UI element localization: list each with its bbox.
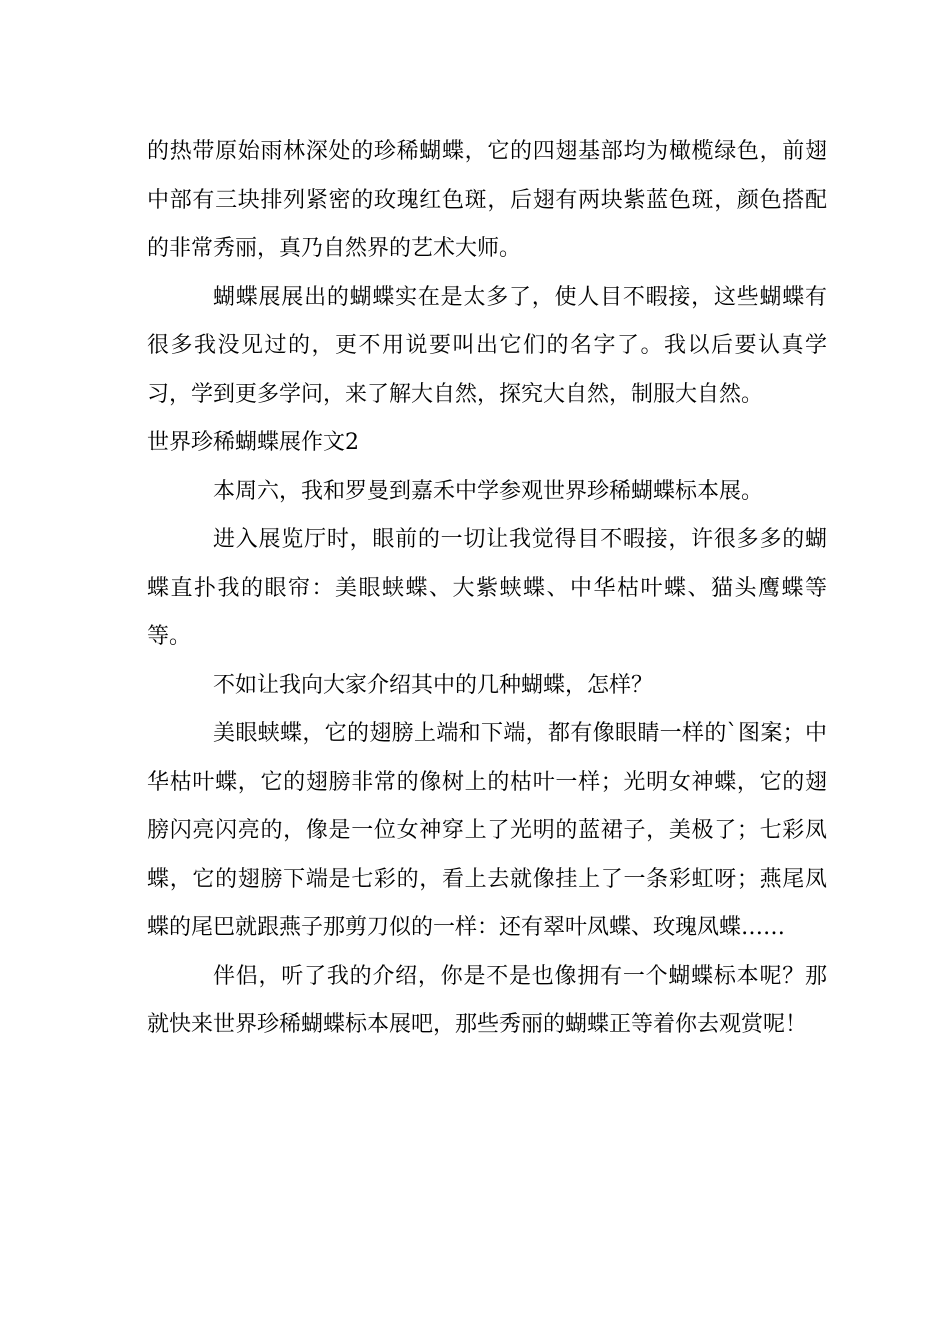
paragraph: 不如让我向大家介绍其中的几种蝴蝶，怎样？ — [213, 672, 654, 698]
document-body — [147, 128, 827, 1050]
paragraph: 美眼蛱蝶，它的翅膀上端和下端，都有像眼睛一样的`图案；中华枯叶蝶，它的翅膀非常的像树上的枯叶一样；光明女神蝶，它的翅膀闪亮闪亮的，像是一位女神穿上了光明的蓝裙子，美极了；七彩凤蝶，它的翅膀下端是七彩的，看上去就像挂上了一条彩虹呀；燕尾凤蝶的尾巴就跟燕子那剪刀似的一样：还有翠叶凤蝶、玫瑰凤蝶…… — [147, 721, 827, 940]
paragraph: 伴侣，听了我的介绍，你是不是也像拥有一个蝴蝶标本呢？那就快来世界珍稀蝴蝶标本展吧，那些秀丽的蝴蝶正等着你去观赏呢！ — [147, 963, 827, 1037]
section-title: 世界珍稀蝴蝶展作文2 — [147, 430, 359, 455]
paragraph: 进入展览厅时，眼前的一切让我觉得目不暇接，许很多多的蝴蝶直扑我的眼帘：美眼蛱蝶、大紫蛱蝶、中华枯叶蝶、猫头鹰蝶等等。 — [147, 527, 827, 649]
paragraph-continuation: 的热带原始雨林深处的珍稀蝴蝶，它的四翅基部均为橄榄绿色，前翅中部有三块排列紧密的玫瑰红色斑，后翅有两块紫蓝色斑，颜色搭配的非常秀丽，真乃自然界的艺术大师。 — [147, 139, 827, 261]
paragraph: 本周六，我和罗曼到嘉禾中学参观世界珍稀蝴蝶标本展。 — [213, 478, 764, 504]
paragraph: 蝴蝶展展出的蝴蝶实在是太多了，使人目不暇接，这些蝴蝶有很多我没见过的，更不用说要叫出它们的名字了。我以后要认真学习，学到更多学问，来了解大自然，探究大自然，制服大自然。 — [147, 284, 827, 407]
